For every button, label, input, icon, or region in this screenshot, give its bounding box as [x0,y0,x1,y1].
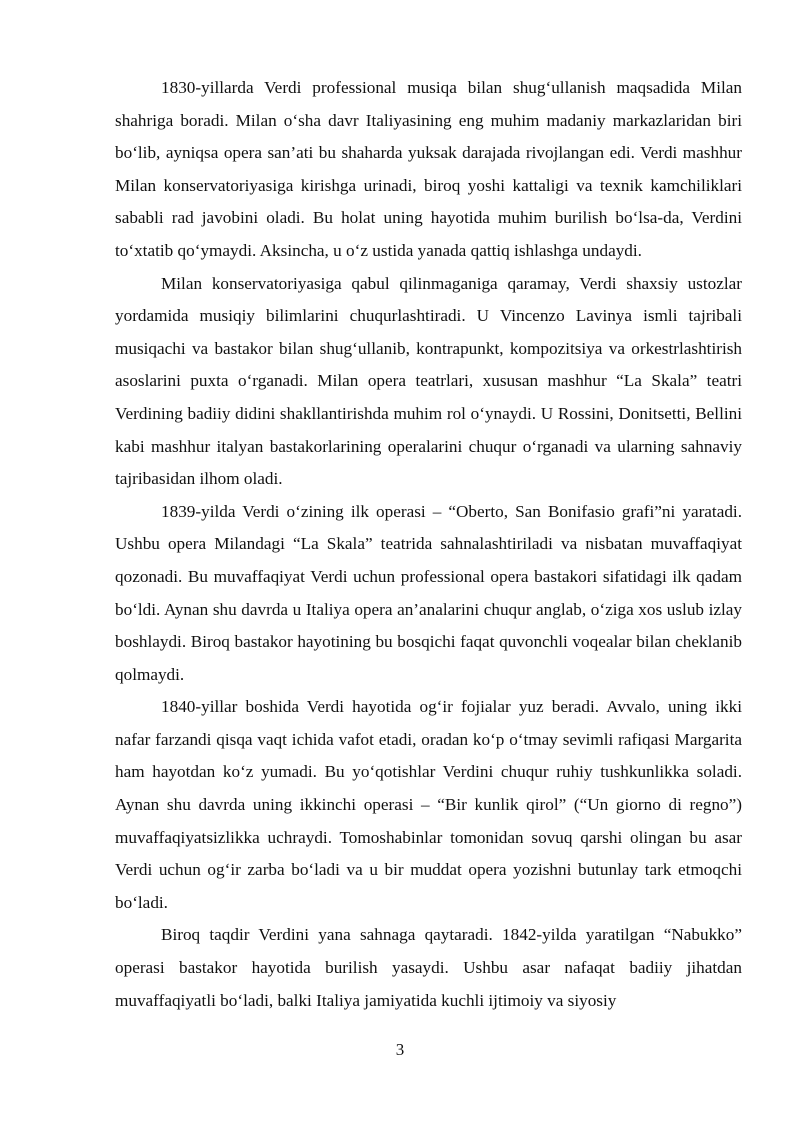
paragraph-first-opera: 1839-yilda Verdi o‘zining ilk operasi – “Oberto, San Bonifasio grafi”ni yaratadi. Ushbu opera Milandagi “La Skala” teatrida sahnalashtiriladi va nisbatan muvaffaqiyat qozonadi. Bu muvaffaqiyat Verdi uchun professional opera bastakori sifatidagi ilk qadam bo‘ldi. Aynan shu davrda u Italiya opera an’analarini chuqur anglab, o‘ziga xos uslub izlay boshlaydi. Biroq bastakor hayotining bu bosqichi faqat quvonchli voqealar bilan cheklanib qolmaydi. [115,501,742,684]
paragraph-family-tragedies: 1840-yillar boshida Verdi hayotida og‘ir fojialar yuz beradi. Avvalo, uning ikki nafar farzandi qisqa vaqt ichida vafot etadi, oradan ko‘p o‘tmay sevimli rafiqasi Margarita ham hayotdan ko‘z yumadi. Bu yo‘qotishlar Verdini chuqur ruhiy tushkunlikka soladi. Aynan shu davrda uning ikkinchi operasi – “Bir kunlik qirol” (“Un giorno di regno”) muvaffaqiyatsizlikka uchraydi. Tomoshabinlar tomonidan sovuq qarshi olingan bu asar Verdi uchun og‘ir zarba bo‘ladi va u bir muddat opera yozishni butunlay tark etmoqchi bo‘ladi. [115,697,742,912]
paragraph-private-teachers: Milan konservatoriyasiga qabul qilinmaganiga qaramay, Verdi shaxsiy ustozlar yordamida musiqiy bilimlarini chuqurlashtiradi. U Vincenzo Lavinya ismli tajribali musiqachi va bastakor bilan shug‘ullanib, kontrapunkt, kompozitsiya va orkestrlashtirish asoslarini puxta o‘rganadi. Milan opera teatrlari, xususan mashhur “La Skala” teatri Verdining badiiy didini shakllantirishda muhim rol o‘ynaydi. U Rossini, Donitsetti, Bellini kabi mashhur italyan bastakorlarining operalarini chuqur o‘rganadi va ularning sahnaviy tajribasidan ilhom oladi. [115,273,742,489]
body-text [115,72,742,1017]
paragraph-verdi-milan-arrival: 1830-yillarda Verdi professional musiqa bilan shug‘ullanish maqsadida Milan shahriga boradi. Milan o‘sha davr Italiyasining eng muhim madaniy markazlaridan biri bo‘lib, ayniqsa opera san’ati bu shaharda yuksak darajada rivojlangan edi. Verdi mashhur Milan konservatoriyasiga kirishga urinadi, biroq yoshi kattaligi va texnik kamchiliklari sababli rad javobini oladi. Bu holat uning hayotida muhim burilish bo‘lsa-da, Verdini to‘xtatib qo‘ymaydi. Aksincha, u o‘z ustida yanada qattiq ishlashga undaydi. [115,78,742,260]
paragraph-nabucco: Biroq taqdir Verdini yana sahnaga qaytaradi. 1842-yilda yaratilgan “Nabukko” operasi bastakor hayotida burilish yasaydi. Ushbu asar nafaqat badiiy jihatdan muvaffaqiyatli bo‘ladi, balki Italiya jamiyatida kuchli ijtimoiy va siyosiy [115,925,742,1010]
page-number: 3 [395,1040,405,1059]
